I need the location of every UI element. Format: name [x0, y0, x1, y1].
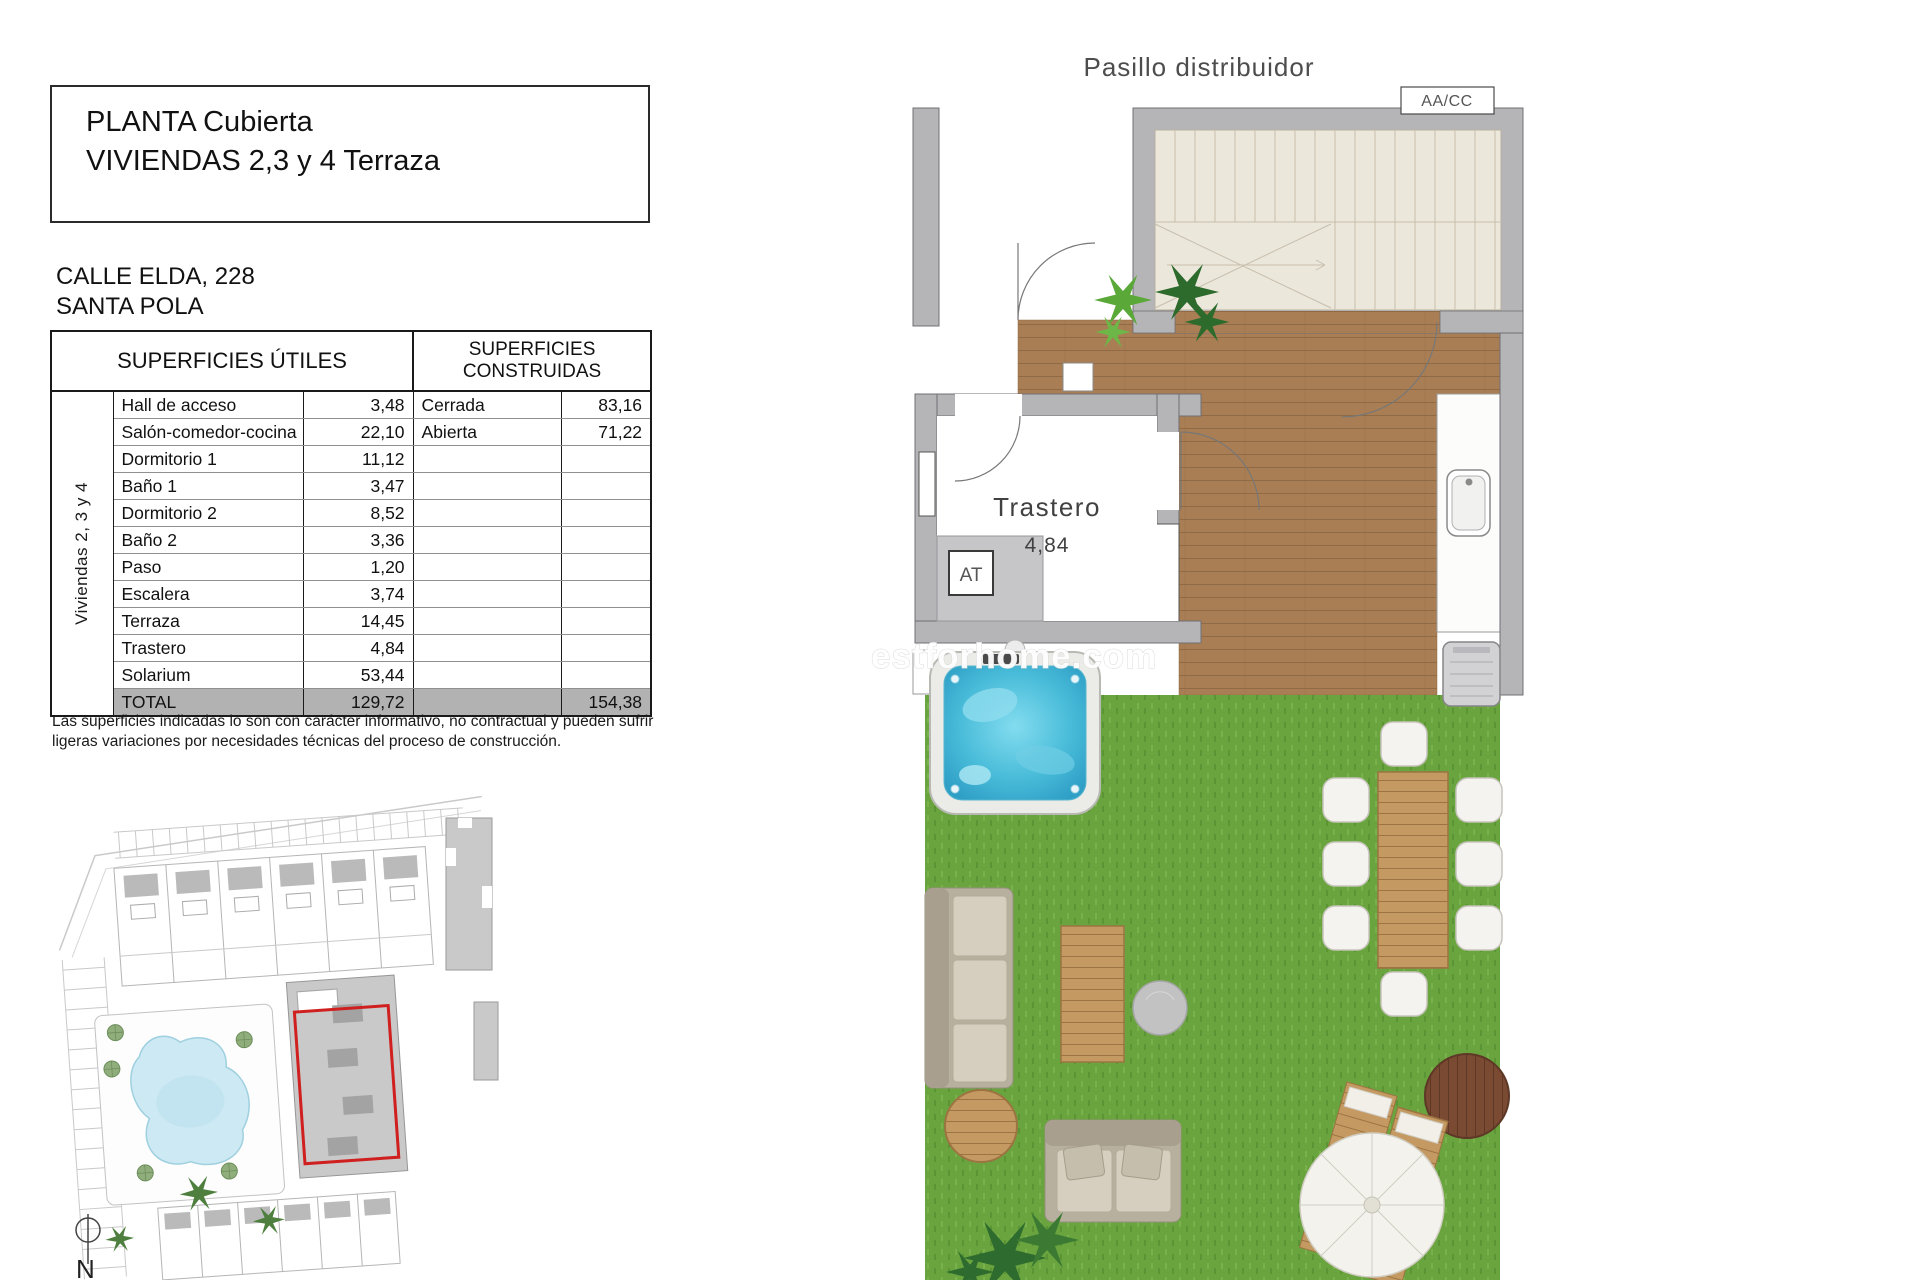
- chair: [1381, 722, 1427, 766]
- table-row: [51, 446, 651, 473]
- room-value: 8,52: [303, 500, 413, 527]
- title-box: [50, 85, 650, 223]
- room-value: 3,47: [303, 473, 413, 500]
- plan-title-line2: VIVIENDAS 2,3 y 4 Terraza: [86, 145, 441, 177]
- wall: [913, 108, 939, 326]
- total-built-value: 154,38: [561, 689, 651, 717]
- address-street: CALLE ELDA, 228: [56, 263, 255, 290]
- room-value: 53,44: [303, 662, 413, 689]
- table-row: [51, 473, 651, 500]
- address-city: SANTA POLA: [56, 293, 204, 320]
- plan-title-line1: PLANTA Cubierta: [86, 106, 313, 138]
- room-label: Escalera: [113, 581, 303, 608]
- tree-icon: [236, 1031, 253, 1048]
- table-header-row: [51, 331, 651, 391]
- table-row: [51, 662, 651, 689]
- faucet: [1466, 479, 1473, 486]
- room-label: Salón-comedor-cocina: [113, 419, 303, 446]
- bbq-grill: [1443, 642, 1500, 706]
- palm-icon: [105, 1225, 135, 1252]
- chair: [1323, 842, 1369, 886]
- table-row: [51, 554, 651, 581]
- room-label: Solarium: [113, 662, 303, 689]
- parasol: [1300, 1133, 1444, 1277]
- built-label: Abierta: [413, 419, 561, 446]
- dining-table: [1378, 772, 1448, 968]
- room-value: 3,48: [303, 391, 413, 419]
- total-value: 129,72: [303, 689, 413, 717]
- chair: [1381, 972, 1427, 1016]
- terrace-floor-plan: [855, 0, 1535, 1280]
- ac-label: AA/CC: [1421, 93, 1473, 110]
- highlighted-building: [286, 975, 407, 1178]
- table-row: [51, 608, 651, 635]
- table-row: [51, 527, 651, 554]
- tree-icon: [137, 1164, 154, 1181]
- pillow: [1121, 1144, 1163, 1180]
- chair: [1323, 778, 1369, 822]
- room-label: Paso: [113, 554, 303, 581]
- room-value: 3,74: [303, 581, 413, 608]
- rowhouses-top: [114, 847, 433, 986]
- disclaimer-line1: Las superficies indicadas lo son con carácter informativo, no contractual y pueden sufrir: [52, 713, 654, 730]
- room-label: Hall de acceso: [113, 391, 303, 419]
- group-label-cell: [51, 391, 113, 716]
- site-plan-development: [51, 797, 508, 1280]
- room-label: Trastero: [993, 492, 1101, 522]
- wall: [915, 394, 937, 643]
- site-plan: [38, 796, 508, 1280]
- room-label: Trastero: [113, 635, 303, 662]
- address-block: [56, 262, 255, 322]
- total-label: TOTAL: [113, 689, 303, 717]
- jacuzzi: [930, 652, 1100, 814]
- disclaimer-line2: ligeras variaciones por necesidades técnicas del proceso de construcción.: [52, 733, 562, 750]
- corridor-label: Pasillo distribuidor: [1083, 52, 1315, 82]
- room-label: Baño 1: [113, 473, 303, 500]
- tree-icon: [103, 1060, 120, 1077]
- wall: [1500, 333, 1523, 695]
- table-row: [51, 419, 651, 446]
- ac-unit: [1401, 87, 1494, 114]
- built-label: Cerrada: [413, 391, 561, 419]
- north-label: N: [76, 1254, 95, 1280]
- round-table: [945, 1090, 1017, 1162]
- door-opening: [955, 394, 1022, 416]
- room-value: 4,84: [303, 635, 413, 662]
- areas-table-wrap: [50, 330, 652, 717]
- pouf: [1133, 981, 1187, 1035]
- disclaimer: [52, 712, 660, 752]
- room-label: Baño 2: [113, 527, 303, 554]
- chair: [1323, 906, 1369, 950]
- chair: [1456, 778, 1502, 822]
- group-label: Viviendas 2, 3 y 4: [72, 482, 92, 625]
- room-area: 4,84: [1024, 534, 1070, 557]
- garden-sofa: [925, 888, 1013, 1088]
- chair: [1456, 842, 1502, 886]
- built-value: 71,22: [561, 419, 651, 446]
- areas-table: [50, 330, 652, 717]
- watermark: estforhome.com: [871, 637, 1158, 676]
- deck-box: [1063, 363, 1093, 391]
- room-label: Terraza: [113, 608, 303, 635]
- header-superficies-construidas: SUPERFICIES CONSTRUIDAS: [413, 331, 651, 391]
- neighbour-buildings: [446, 818, 498, 1080]
- at-label: AT: [959, 565, 983, 586]
- room-label: Dormitorio 1: [113, 446, 303, 473]
- north-arrow: [76, 1214, 100, 1280]
- built-value: 83,16: [561, 391, 651, 419]
- tree-icon: [221, 1162, 238, 1179]
- room-value: 14,45: [303, 608, 413, 635]
- coffee-table: [1061, 926, 1124, 1062]
- table-row: [51, 581, 651, 608]
- room-value: 11,12: [303, 446, 413, 473]
- table-row: [51, 391, 651, 419]
- chair: [1456, 906, 1502, 950]
- room-value: 1,20: [303, 554, 413, 581]
- room-value: 3,36: [303, 527, 413, 554]
- header-superficies-utiles: SUPERFICIES ÚTILES: [51, 331, 413, 391]
- table-row: [51, 635, 651, 662]
- loveseat: [1045, 1120, 1181, 1222]
- room-label: Dormitorio 2: [113, 500, 303, 527]
- room-value: 22,10: [303, 419, 413, 446]
- window: [919, 452, 935, 516]
- pillow: [1063, 1144, 1105, 1181]
- outdoor-kitchen: [1437, 394, 1500, 632]
- table-row: [51, 500, 651, 527]
- tree-icon: [107, 1024, 124, 1041]
